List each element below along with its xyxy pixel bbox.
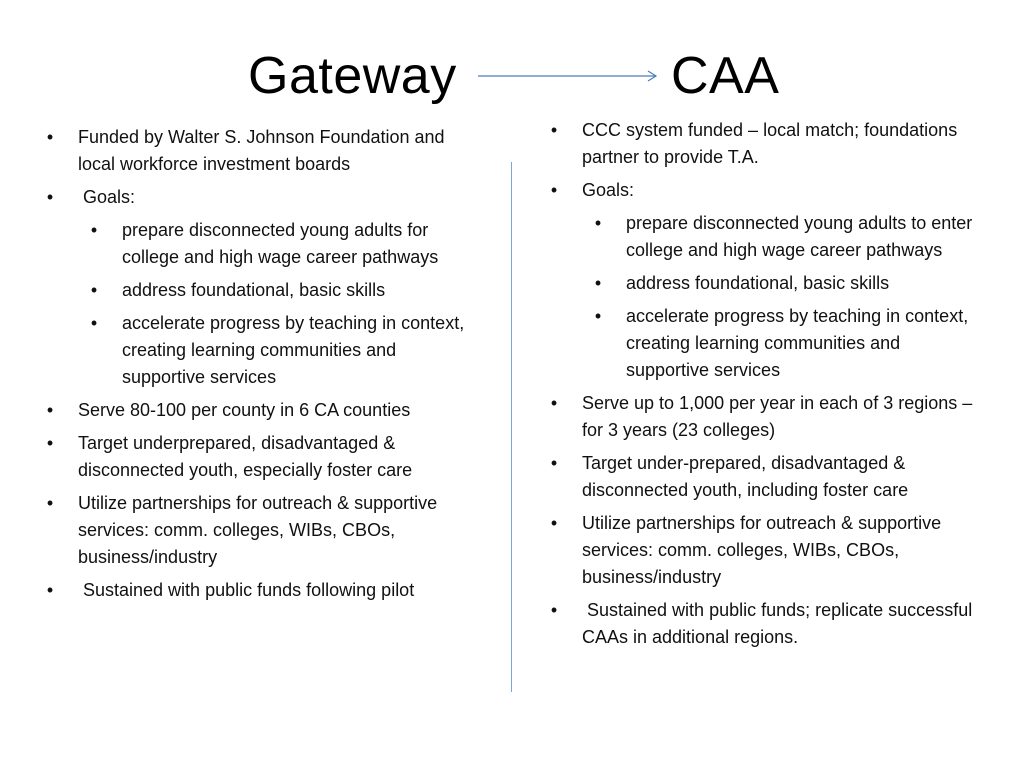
caa-goals-label: Goals:	[582, 180, 635, 200]
caa-serve-text: Serve up to 1,000 per year in each of 3 regions – for 3 years (23 colleges)	[582, 393, 973, 440]
caa-serve-item	[548, 390, 988, 444]
caa-goal-item	[592, 210, 988, 264]
gateway-goal-item	[88, 217, 484, 271]
caa-partnerships-item	[548, 510, 988, 591]
bullet-icon: •	[46, 580, 54, 600]
bullet-icon: •	[46, 400, 54, 420]
bullet-icon: •	[46, 433, 54, 453]
gateway-partnerships-text: Utilize partnerships for outreach & supportive services: comm. colleges, WIBs, CBOs, business/industry	[78, 493, 438, 567]
bullet-icon: •	[90, 313, 98, 333]
caa-goal-text: accelerate progress by teaching in context, creating learning communities and supportive services	[626, 306, 969, 380]
bullet-icon: •	[550, 600, 558, 620]
caa-goal-item	[592, 270, 988, 297]
gateway-goal-item	[88, 310, 484, 391]
bullet-icon: •	[550, 513, 558, 533]
gateway-goals-item	[44, 184, 484, 391]
gateway-goals-sublist	[78, 217, 484, 391]
bullet-icon: •	[550, 393, 558, 413]
bullet-icon: •	[594, 213, 602, 233]
bullet-icon: •	[90, 220, 98, 240]
gateway-goal-text: accelerate progress by teaching in context, creating learning communities and supportive services	[122, 313, 465, 387]
gateway-sustained-item	[44, 577, 484, 604]
caa-bullet-list	[548, 117, 988, 651]
column-divider	[511, 162, 512, 692]
gateway-funding-item	[44, 124, 484, 178]
caa-goals-item	[548, 177, 988, 384]
gateway-sustained-text: Sustained with public funds following pilot	[83, 580, 415, 600]
caa-column	[548, 117, 988, 657]
bullet-icon: •	[550, 453, 558, 473]
bullet-icon: •	[46, 187, 54, 207]
caa-funding-text: CCC system funded – local match; foundations partner to provide T.A.	[582, 120, 958, 167]
gateway-column	[44, 124, 484, 610]
caa-goal-item	[592, 303, 988, 384]
gateway-goal-item	[88, 277, 484, 304]
bullet-icon: •	[550, 180, 558, 200]
caa-partnerships-text: Utilize partnerships for outreach & supportive services: comm. colleges, WIBs, CBOs, business/industry	[582, 513, 942, 587]
gateway-funding-text: Funded by Walter S. Johnson Foundation and local workforce investment boards	[78, 127, 445, 174]
gateway-bullet-list	[44, 124, 484, 604]
bullet-icon: •	[46, 127, 54, 147]
gateway-target-text: Target underprepared, disadvantaged & disconnected youth, especially foster care	[78, 433, 413, 480]
gateway-serve-text: Serve 80-100 per county in 6 CA counties	[78, 400, 411, 420]
gateway-goals-label: Goals:	[83, 187, 136, 207]
bullet-icon: •	[594, 273, 602, 293]
caa-target-item	[548, 450, 988, 504]
gateway-goal-text: prepare disconnected young adults for college and high wage career pathways	[122, 220, 439, 267]
caa-sustained-item	[548, 597, 988, 651]
caa-target-text: Target under-prepared, disadvantaged & disconnected youth, including foster care	[582, 453, 909, 500]
gateway-serve-item	[44, 397, 484, 424]
caa-title: CAA	[671, 47, 780, 105]
gateway-target-item	[44, 430, 484, 484]
caa-funding-item	[548, 117, 988, 171]
caa-goal-text: prepare disconnected young adults to enter college and high wage career pathways	[626, 213, 973, 260]
bullet-icon: •	[46, 493, 54, 513]
bullet-icon: •	[594, 306, 602, 326]
caa-sustained-text: Sustained with public funds; replicate successful CAAs in additional regions.	[582, 600, 973, 647]
caa-goal-text: address foundational, basic skills	[626, 273, 890, 293]
gateway-partnerships-item	[44, 490, 484, 571]
gateway-title: Gateway	[248, 47, 457, 105]
right-arrow-icon	[478, 68, 660, 84]
caa-goals-sublist	[582, 210, 988, 384]
bullet-icon: •	[90, 280, 98, 300]
bullet-icon: •	[550, 120, 558, 140]
gateway-goal-text: address foundational, basic skills	[122, 280, 386, 300]
